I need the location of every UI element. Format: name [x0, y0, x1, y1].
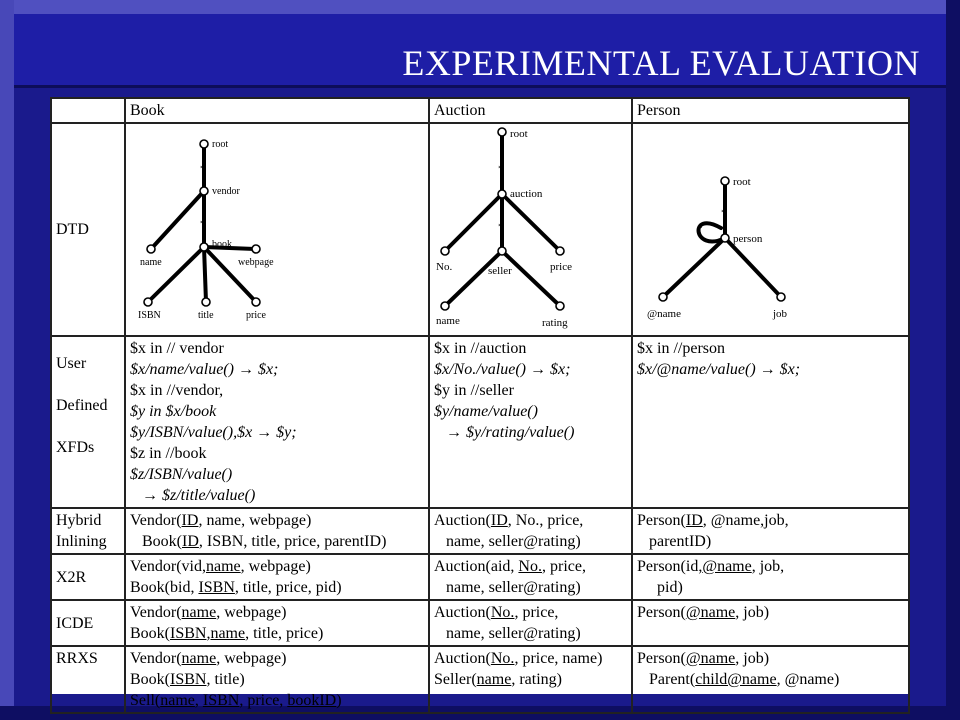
schema-text: , ISBN, title, price, parentID) [198, 533, 387, 550]
schema-text: Vendor( [130, 604, 182, 621]
dtd-book-cell [125, 123, 429, 336]
schema-text: Vendor( [130, 512, 182, 529]
table-header-row [51, 98, 909, 123]
tree-node [252, 245, 260, 253]
schema-line [434, 602, 627, 623]
row-label-line: User [56, 355, 87, 372]
key-attribute: ID [182, 533, 199, 550]
tree-node [556, 302, 564, 310]
schema-text: , title, price, pid) [234, 579, 342, 596]
schema-text: , No., price, [507, 512, 584, 529]
schema-line [637, 510, 904, 531]
schema-text: Sell( [130, 692, 161, 709]
schema-text: Person( [637, 604, 686, 621]
schema-line: pid) [657, 579, 683, 596]
node-label-price: price [550, 261, 572, 273]
tree-node [441, 302, 449, 310]
xfd-line: → $y/rating/value() [446, 424, 575, 441]
rrxs-person-cell [632, 646, 909, 713]
row-label-text: ICDE [56, 615, 94, 632]
key-attribute: No. [490, 604, 515, 621]
schema-text: Auction(aid, [434, 558, 519, 575]
dtd-person-tree [633, 124, 883, 329]
schema-line [130, 648, 424, 669]
comparison-table [50, 97, 910, 714]
schema-line [130, 623, 424, 644]
tree-node [441, 247, 449, 255]
schema-text: Auction( [434, 650, 491, 667]
tree-node [498, 190, 506, 198]
node-label-name: name [140, 257, 162, 268]
key-attribute: name [205, 558, 241, 575]
xfds-person-cell [632, 336, 909, 508]
table-row-hybrid [51, 508, 909, 554]
row-label-text: RRXS [56, 650, 98, 667]
hybrid-person-cell [632, 508, 909, 554]
schema-line [130, 510, 424, 531]
row-label-line: Defined [56, 397, 108, 414]
header-blank [51, 98, 125, 123]
header-auction: Auction [429, 98, 632, 123]
node-label-seller: seller [488, 265, 512, 277]
key-attribute: ISBN [198, 579, 235, 596]
node-label-isbn: ISBN [138, 310, 161, 321]
schema-text: Auction( [434, 604, 491, 621]
schema-line: name, seller@rating) [446, 533, 581, 550]
x2r-book-cell [125, 554, 429, 600]
xfds-book-cell [125, 336, 429, 508]
schema-text: Parent( [649, 671, 696, 688]
key-attribute: ISBN [170, 671, 207, 688]
node-label-rating: rating [542, 317, 568, 329]
table-row-x2r [51, 554, 909, 600]
node-label-job: job [773, 308, 788, 320]
schema-line [130, 690, 424, 711]
dtd-book-tree [126, 124, 426, 329]
rrxs-auction-cell [429, 646, 632, 713]
schema-text: , webpage) [216, 604, 287, 621]
schema-text: Person( [637, 512, 686, 529]
schema-text: Person(id, [637, 558, 703, 575]
xfd-line: $y/name/value() [434, 403, 538, 420]
schema-line: parentID) [649, 533, 712, 550]
tree-node [777, 293, 785, 301]
x2r-auction-cell [429, 554, 632, 600]
key-attribute: name [160, 692, 195, 709]
key-attribute: , [206, 625, 211, 642]
node-label-name: @name [647, 308, 681, 320]
node-label-book: book [212, 239, 232, 250]
table-row-xfds [51, 336, 909, 508]
row-label-line: XFDs [56, 439, 95, 456]
table-row-icde [51, 600, 909, 646]
schema-line [130, 669, 424, 690]
row-label-x2r [51, 554, 125, 600]
node-label-price: price [246, 310, 266, 321]
schema-text: Vendor(vid, [130, 558, 206, 575]
key-attribute: ISBN [202, 692, 240, 709]
schema-text: Book( [130, 625, 170, 642]
xfd-line: $y in //seller [434, 382, 514, 399]
node-label-root: root [510, 128, 528, 140]
key-attribute: @name [685, 604, 736, 621]
schema-text: Person( [637, 650, 686, 667]
xfd-line: $z in //book [130, 445, 207, 462]
schema-text: , webpage) [240, 558, 311, 575]
schema-line [130, 556, 424, 577]
tree-node [147, 245, 155, 253]
tree-node [721, 234, 729, 242]
schema-text: Book(bid, [130, 579, 199, 596]
key-attribute: name [181, 650, 217, 667]
schema-text: , rating) [511, 671, 562, 688]
schema-text: Book( [130, 671, 170, 688]
schema-text: , webpage) [216, 650, 287, 667]
tree-node [200, 187, 208, 195]
slide-title: EXPERIMENTAL EVALUATION [402, 43, 920, 83]
row-label-icde [51, 600, 125, 646]
node-label-person: person [733, 233, 763, 245]
node-label-vendor: vendor [212, 186, 240, 197]
icde-book-cell [125, 600, 429, 646]
edge-label-star: * [498, 163, 504, 175]
schema-line [434, 669, 627, 690]
rrxs-book-cell [125, 646, 429, 713]
table-row-rrxs [51, 646, 909, 713]
schema-line: name, seller@rating) [446, 625, 581, 642]
tree-node [202, 298, 210, 306]
key-attribute: No. [518, 558, 542, 575]
xfd-line: $x/@name/value() → $x; [637, 361, 801, 378]
hybrid-book-cell [125, 508, 429, 554]
schema-text: , @name) [776, 671, 840, 688]
key-attribute: name [476, 671, 512, 688]
edge-label-star: * [697, 223, 703, 235]
row-label-xfds [51, 336, 125, 508]
schema-text: , title, price) [245, 625, 324, 642]
xfd-line: $y/ISBN/value(),$x → $y; [130, 424, 297, 441]
key-attribute: @name [685, 650, 736, 667]
icde-auction-cell [429, 600, 632, 646]
node-label-root: root [212, 139, 229, 150]
title-bar [14, 14, 946, 88]
key-attribute: ID [181, 512, 199, 529]
key-attribute: No. [490, 650, 515, 667]
xfds-auction-cell [429, 336, 632, 508]
schema-text: , @name,job, [702, 512, 789, 529]
node-label-auction: auction [510, 188, 543, 200]
row-label-rrxs [51, 646, 125, 713]
slide-frame-right [946, 0, 960, 720]
schema-line [637, 602, 904, 623]
schema-line [434, 648, 627, 669]
xfd-line: $x in //vendor, [130, 382, 224, 399]
header-book: Book [125, 98, 429, 123]
xfd-line: $x in // vendor [130, 340, 224, 357]
schema-text: , name, webpage) [198, 512, 312, 529]
schema-text: , [194, 692, 203, 709]
edge-label-star: * [200, 164, 205, 175]
schema-text: Book( [142, 533, 182, 550]
xfd-line: $y in $x/book [130, 403, 217, 420]
schema-text: , price, [541, 558, 586, 575]
schema-text: , title) [206, 671, 245, 688]
row-label-text: X2R [56, 569, 87, 586]
schema-text: , job) [735, 650, 770, 667]
schema-line [434, 556, 627, 577]
key-attribute: ID [490, 512, 508, 529]
schema-text: Seller( [434, 671, 477, 688]
schema-line: name, seller@rating) [446, 579, 581, 596]
dtd-auction-cell [429, 123, 632, 336]
edge-label-star: * [721, 207, 727, 219]
xfd-line: $z/ISBN/value() [130, 466, 233, 483]
tree-node [498, 128, 506, 136]
node-label-root: root [733, 176, 751, 188]
xfd-line: $x in //person [637, 340, 725, 357]
schema-text: , job, [751, 558, 785, 575]
schema-line [434, 510, 627, 531]
node-label-title: title [198, 310, 214, 321]
schema-line [637, 556, 904, 577]
key-attribute: bookID [287, 692, 337, 709]
xfd-line: $x/No./value() → $x; [434, 361, 571, 378]
edge-label-star: * [498, 221, 504, 233]
key-attribute: name [210, 625, 246, 642]
key-attribute: name [181, 604, 217, 621]
slide-frame-left [0, 0, 14, 720]
comparison-table-panel [50, 97, 910, 709]
schema-line [130, 577, 424, 598]
tree-node [556, 247, 564, 255]
slide-frame-top [0, 0, 960, 14]
icde-person-cell [632, 600, 909, 646]
schema-line [637, 648, 904, 669]
schema-line [130, 602, 424, 623]
xfd-line: $x/name/value() → $x; [130, 361, 279, 378]
tree-node [252, 298, 260, 306]
key-attribute: ISBN [170, 625, 207, 642]
row-label-line: Hybrid [56, 512, 102, 529]
dtd-auction-tree [430, 124, 640, 329]
tree-node [144, 298, 152, 306]
hybrid-auction-cell [429, 508, 632, 554]
tree-node [200, 140, 208, 148]
node-label-name: name [436, 315, 460, 327]
schema-text: Vendor( [130, 650, 182, 667]
key-attribute: child@name [695, 671, 777, 688]
schema-text: , price, [239, 692, 288, 709]
schema-text: ) [336, 692, 342, 709]
key-attribute: ID [685, 512, 703, 529]
xfd-line: $x in //auction [434, 340, 527, 357]
node-label-no: No. [436, 261, 453, 273]
xfd-line: → $z/title/value() [142, 487, 256, 504]
x2r-person-cell [632, 554, 909, 600]
tree-node [498, 247, 506, 255]
tree-node [659, 293, 667, 301]
tree-node [200, 243, 208, 251]
tree-node [721, 177, 729, 185]
schema-line [130, 531, 424, 552]
row-label-line: Inlining [56, 533, 107, 550]
schema-text: , price, name) [514, 650, 603, 667]
schema-line [637, 669, 904, 690]
key-attribute: @name [702, 558, 752, 575]
row-label-hybrid [51, 508, 125, 554]
schema-text: , price, [514, 604, 559, 621]
row-label-dtd-text: DTD [56, 221, 89, 238]
table-row-dtd [51, 123, 909, 336]
edge-label-star: * [200, 219, 205, 230]
row-label-dtd [51, 123, 125, 336]
header-person: Person [632, 98, 909, 123]
node-label-webpage: webpage [238, 257, 274, 268]
schema-text: , job) [735, 604, 770, 621]
schema-text: Auction( [434, 512, 491, 529]
dtd-person-cell [632, 123, 909, 336]
